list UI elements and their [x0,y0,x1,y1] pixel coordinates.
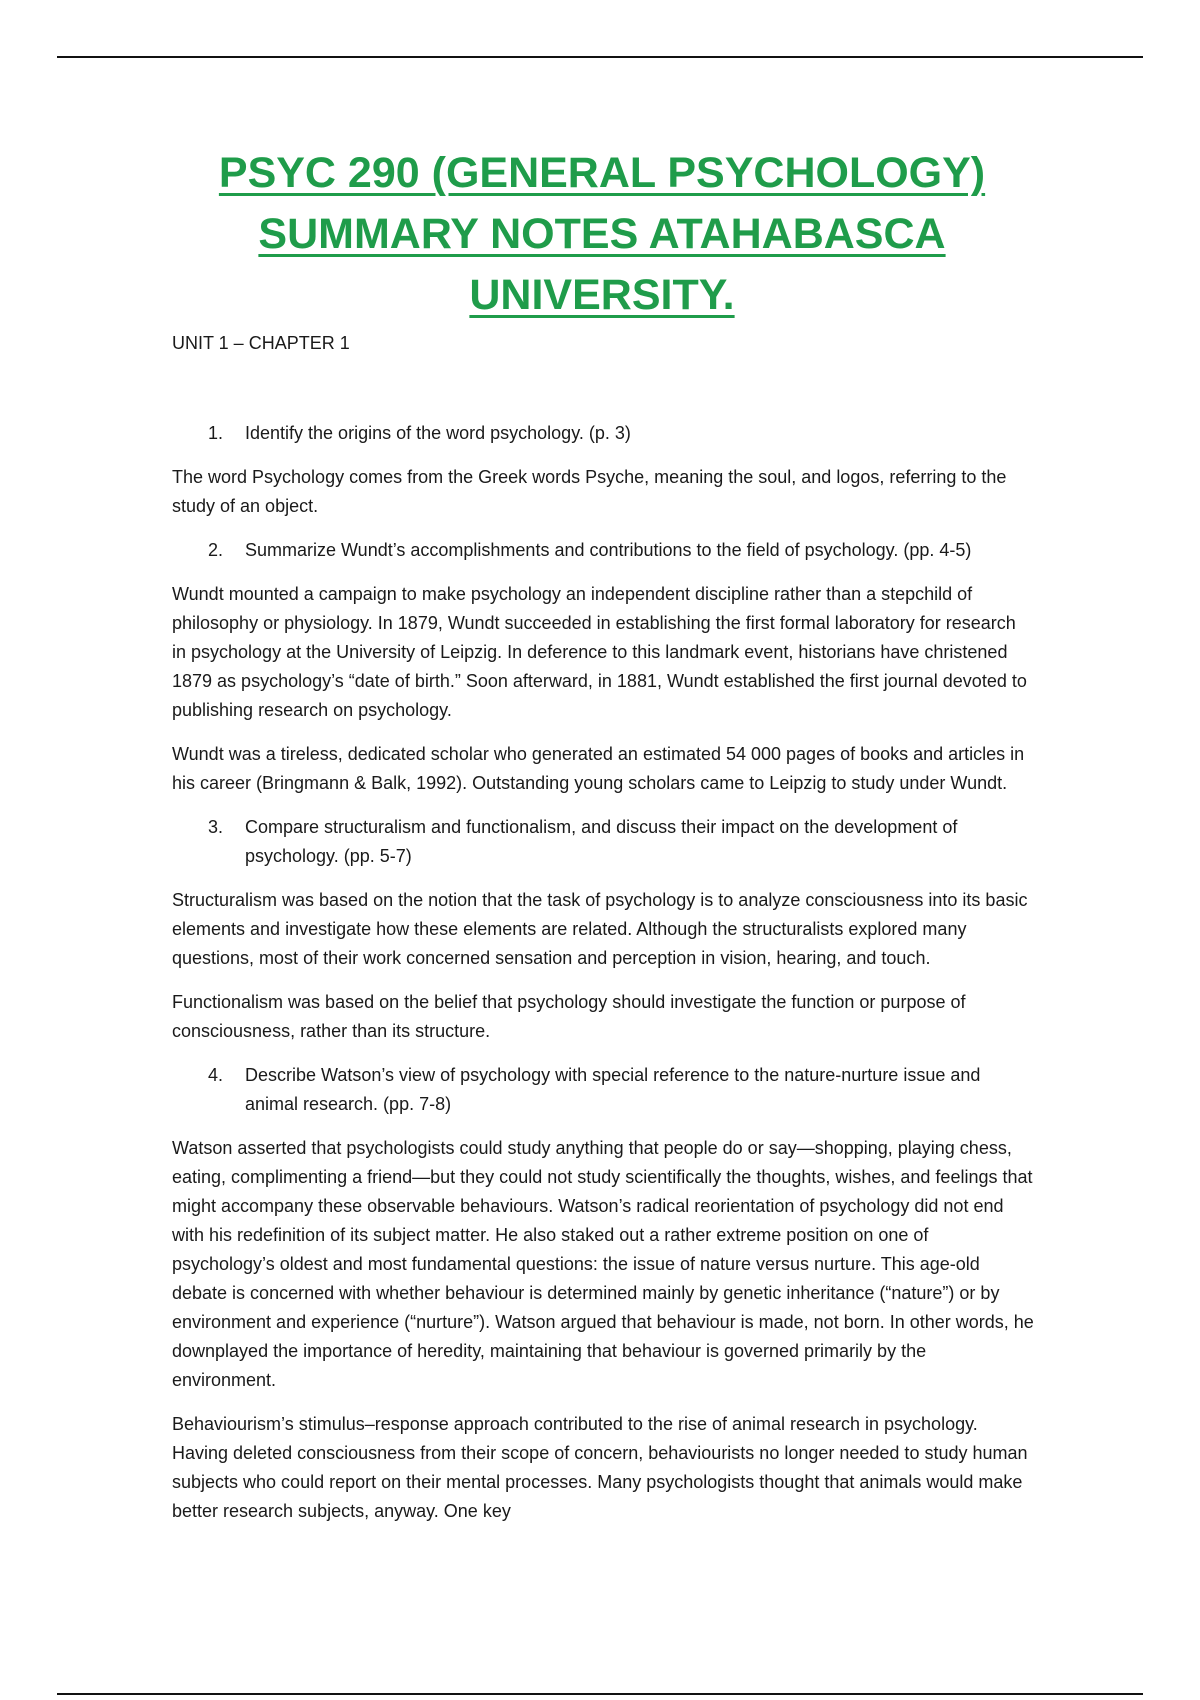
question-number: 1. [208,423,224,443]
question-4 [172,1061,1034,1119]
bottom-rule [57,1693,1143,1695]
document-title [172,143,1032,326]
question-3 [172,813,1034,871]
answer-paragraph: Wundt mounted a campaign to make psychology an independent discipline rather than a stepchild of philosophy or physiology. In 1879, Wundt succeeded in establishing the first formal laboratory for research in psychology at the University of Leipzig. In deference to this landmark event, historians have christened 1879 as psychology’s “date of birth.” Soon afterward, in 1881, Wundt established the first journal devoted to publishing research on psychology. [172,584,1027,720]
question-number: 2. [208,540,224,560]
answer-paragraph: Wundt was a tireless, dedicated scholar who generated an estimated 54 000 pages of books and articles in his career (Bringmann & Balk, 1992). Outstanding young scholars came to Leipzig to study under Wundt. [172,744,1025,793]
question-2 [172,536,1034,565]
document-body [172,329,1034,1541]
title-line-2: SUMMARY NOTES ATAHABASCA [258,210,946,258]
question-number: 3. [208,817,224,837]
top-rule [57,56,1143,58]
question-number: 4. [208,1065,224,1085]
title-line-3: UNIVERSITY. [469,271,735,319]
answer-paragraph: Watson asserted that psychologists could study anything that people do or say—shopping, playing chess, eating, complimenting a friend—but they could not study scientifically the thoughts, wishes, and feelings that might accompany these observable behaviours. Watson’s radical reorientation of psychology did not end with his redefinition of its subject matter. He also staked out a rather extreme position on one of psychology’s oldest and most fundamental questions: the issue of nature versus nurture. This age-old debate is concerned with whether behaviour is determined mainly by genetic inheritance (“nature”) or by environment and experience (“nurture”). Watson argued that behaviour is made, not born. In other words, he downplayed the importance of heredity, maintaining that behaviour is governed primarily by the environment. [172,1138,1034,1390]
question-text: Identify the origins of the word psychology. (p. 3) [245,423,631,443]
question-text: Summarize Wundt’s accomplishments and contributions to the field of psychology. (pp. 4-5) [245,540,972,560]
question-1 [172,419,1034,448]
answer-paragraph: Behaviourism’s stimulus–response approach contributed to the rise of animal research in psychology. Having deleted consciousness from their scope of concern, behaviourists no longer needed to study human subjects who could report on their mental processes. Many psychologists thought that animals would make better research subjects, anyway. One key [172,1414,1028,1521]
unit-heading: UNIT 1 – CHAPTER 1 [172,333,350,353]
question-text: Compare structuralism and functionalism, and discuss their impact on the development of psychology. (pp. 5-7) [245,817,958,866]
answer-paragraph: Structuralism was based on the notion that the task of psychology is to analyze consciousness into its basic elements and investigate how these elements are related. Although the structuralists explored many questions, most of their work concerned sensation and perception in vision, hearing, and touch. [172,890,1028,968]
answer-paragraph: The word Psychology comes from the Greek words Psyche, meaning the soul, and logos, referring to the study of an object. [172,467,1007,516]
answer-paragraph: Functionalism was based on the belief that psychology should investigate the function or purpose of consciousness, rather than its structure. [172,992,966,1041]
title-line-1: PSYC 290 (GENERAL PSYCHOLOGY) [218,149,986,197]
question-text: Describe Watson’s view of psychology with special reference to the nature-nurture issue and animal research. (pp. 7-8) [245,1065,981,1114]
